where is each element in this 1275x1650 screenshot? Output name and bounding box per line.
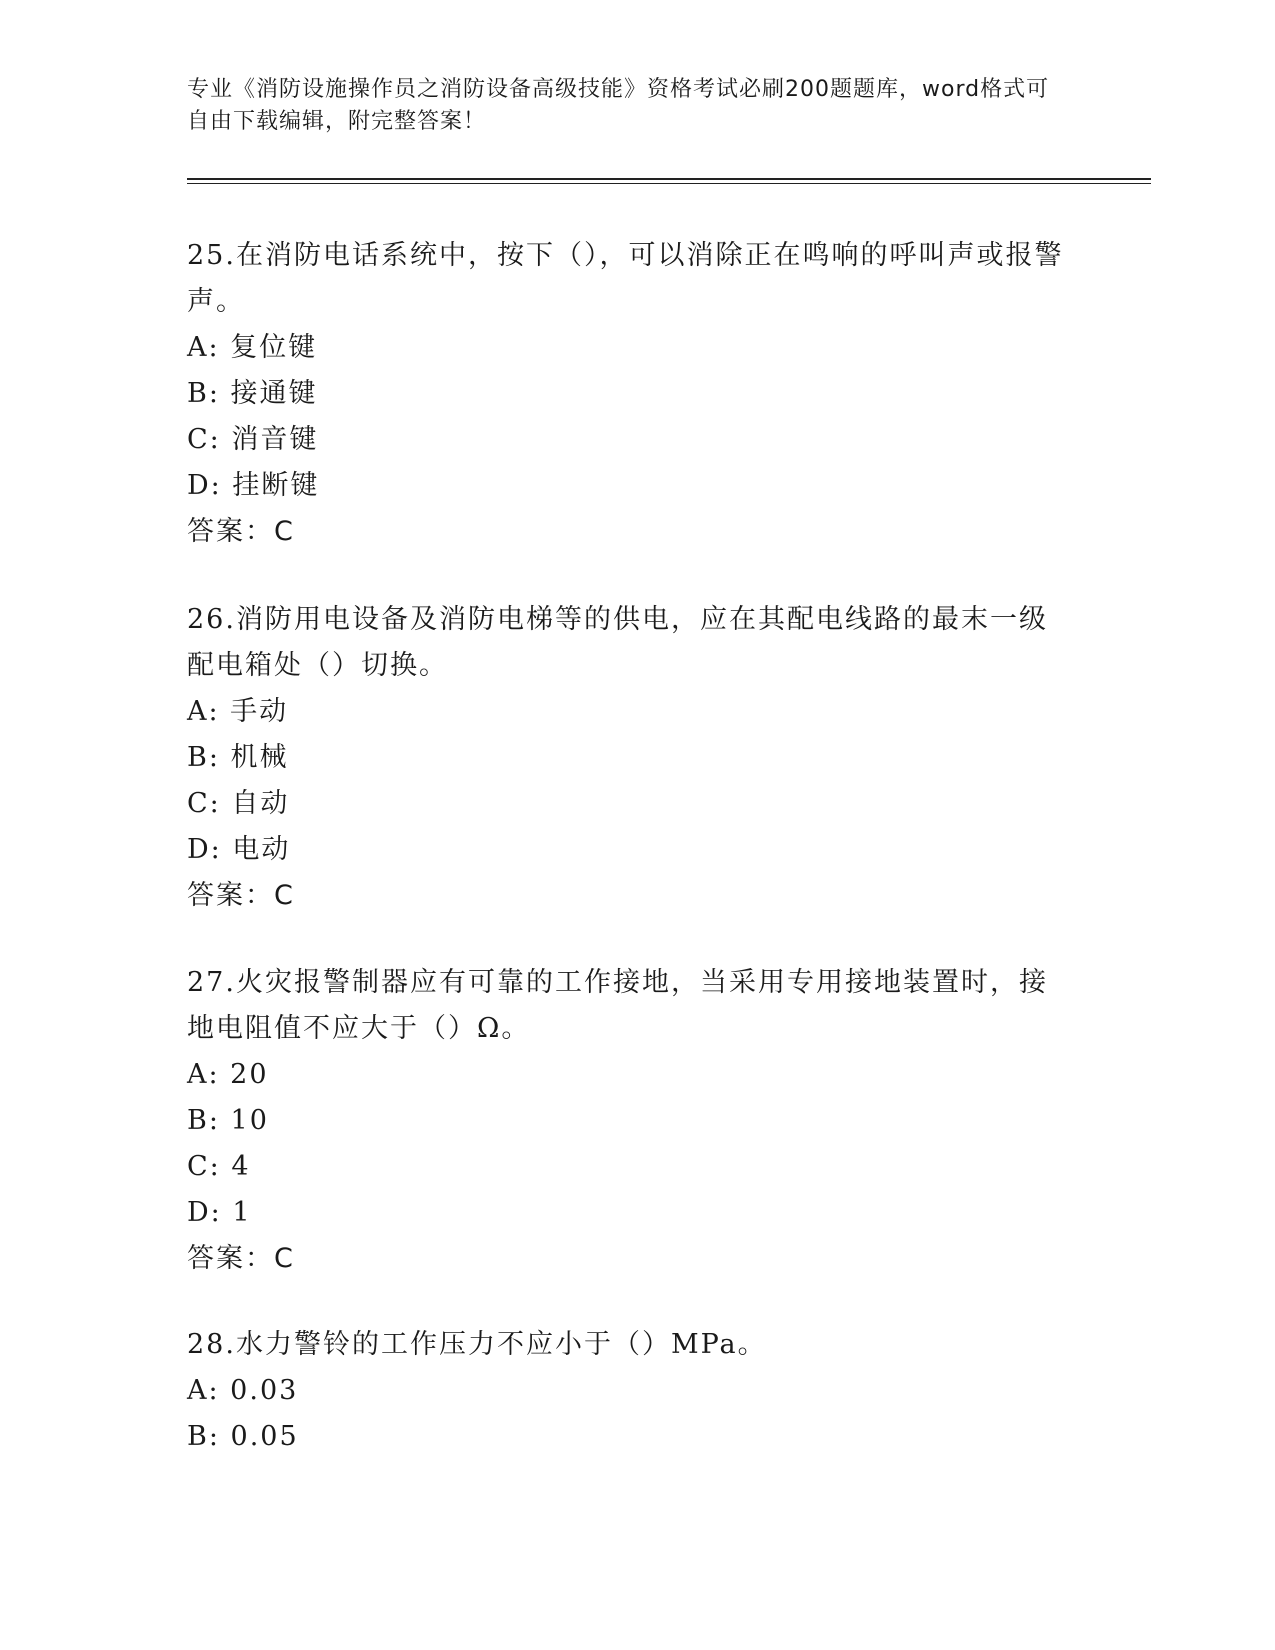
option-d: D: 挂断键 [187,470,320,501]
option-b: B: 机械 [187,742,289,773]
question-28 [187,1322,1067,1460]
option-b: B: 0.05 [187,1421,299,1452]
question-stem: 26.消防用电设备及消防电梯等的供电，应在其配电线路的最末一级配电箱处（）切换。 [187,604,1048,681]
option-d: D: 1 [187,1197,252,1228]
question-stem: 25.在消防电话系统中，按下（），可以消除正在鸣响的呼叫声或报警声。 [187,240,1064,317]
option-a: A: 复位键 [187,332,318,363]
header-divider-thick [187,178,1151,180]
document-header: 专业《消防设施操作员之消防设备高级技能》资格考试必刷200题题库，word格式可自由下载编辑，附完整答案！ [187,77,1050,134]
answer-label: 答案：C [187,516,295,547]
option-c: C: 4 [187,1151,251,1182]
header-divider-thin [187,183,1151,184]
question-26 [187,597,1067,919]
question-27 [187,960,1067,1282]
answer-label: 答案：C [187,880,295,911]
answer-label: 答案：C [187,1243,295,1274]
option-b: B: 接通键 [187,378,318,409]
option-c: C: 自动 [187,788,290,819]
question-stem: 27.火灾报警制器应有可靠的工作接地，当采用专用接地装置时，接地电阻值不应大于（）Ω。 [187,967,1048,1044]
question-25 [187,233,1067,555]
option-b: B: 10 [187,1105,269,1136]
option-a: A: 20 [187,1059,269,1090]
question-stem: 28.水力警铃的工作压力不应小于（）MPa。 [187,1329,767,1360]
option-a: A: 手动 [187,696,289,727]
option-a: A: 0.03 [187,1375,299,1406]
option-c: C: 消音键 [187,424,319,455]
option-d: D: 电动 [187,834,291,865]
